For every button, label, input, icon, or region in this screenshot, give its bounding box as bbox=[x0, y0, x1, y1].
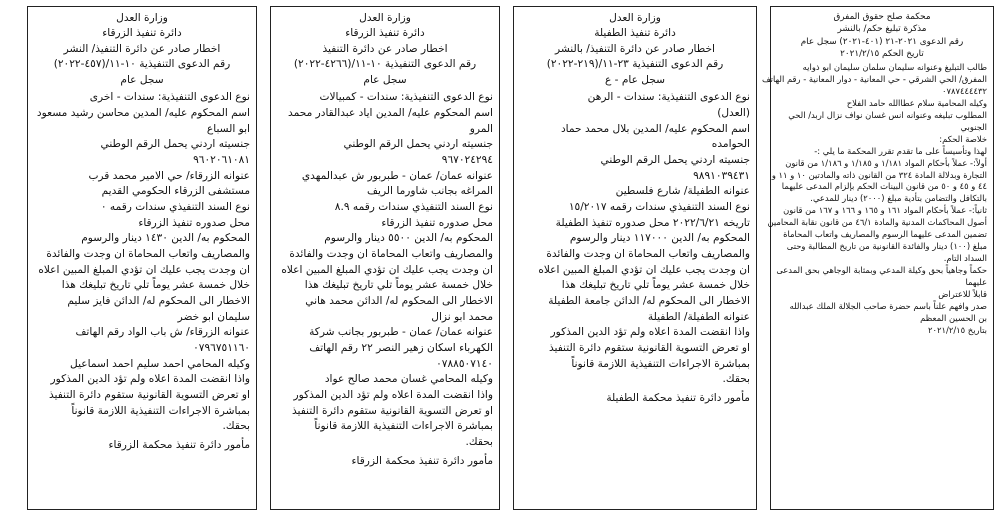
header-line: محكمة صلح حقوق المفرق bbox=[833, 12, 931, 22]
notice-line: ابو السباع bbox=[206, 122, 250, 135]
notice-line: واذا انقضت المدة اعلاه ولم تؤد الدين المذكور bbox=[293, 389, 493, 402]
header-line: رقم الدعوى التنفيذية ٢٣-١١/(٢١٩-٢٠٢٢) bbox=[546, 58, 724, 71]
notice-line: اسم المحكوم عليه/ المدين اياد عبدالقادر محمد bbox=[288, 106, 493, 119]
notice-line: الاخطار الى المحكوم له/ الدائن فايز سليم bbox=[67, 295, 250, 307]
notice-line: الحوامده bbox=[711, 138, 750, 151]
header-line: سجل عام bbox=[363, 73, 407, 86]
notice-line: او تعرض التسوية القانونية ستقوم دائرة التنفيذ bbox=[48, 389, 250, 402]
notice-line: الكهرباء اسكان زهير النصر ٢٢ رقم الهاتف bbox=[309, 342, 493, 355]
notice-line: سليمان ابو خضر bbox=[177, 310, 250, 323]
notice-line: ان وجدت يجب عليك ان تؤدي المبلغ المبين اعلاه bbox=[538, 263, 750, 276]
signature-line: مأمور دائرة تنفيذ محكمة الطفيلة bbox=[606, 392, 750, 405]
notice-line: خلاصة الحكم: bbox=[939, 133, 987, 144]
header-line: سجل عام bbox=[120, 73, 164, 86]
notice-line: ٠٧٨٧٤٤٤٤٣٢ bbox=[942, 86, 987, 97]
notice-line: لهذا وتأسيساً على ما تقدم تقرر المحكمة ما يلي :- bbox=[814, 145, 987, 156]
notice-line: عليهما bbox=[965, 276, 987, 287]
notice-line: اسم المحكوم عليه/ المدين بلال محمد حماد bbox=[560, 122, 750, 135]
notice-line: طالب التبليغ وعنوانه سليمان سلمان سليمان ابو ذوايه bbox=[802, 62, 987, 73]
notice-line: أصول المحاكمات المدنية والمادة ٤٦/١ من قانون نقابة المحامين bbox=[767, 217, 987, 228]
header-line: وزارة العدل bbox=[609, 12, 661, 24]
header-line: اخطار صادر عن دائرة التنفيذ/ النشر bbox=[63, 42, 221, 55]
notice-line: المراغه بجانب شاورما الريف bbox=[367, 185, 493, 198]
header-line: اخطار صادر عن دائرة التنفيذ bbox=[322, 42, 448, 55]
notice-line: السداد التام. bbox=[943, 253, 987, 263]
header-line: دائرة تنفيذ الزرقاء bbox=[345, 27, 425, 40]
notice-line: ان وجدت يجب عليك ان تؤدي المبلغ المبين اعلاه bbox=[281, 263, 493, 276]
notice-line: بمباشرة الاجراءات التنفيذية اللازمة قانوناً bbox=[71, 404, 250, 417]
notice-line: تاريخه ٢٠٢٢/٦/٢١ محل صدوره تنفيذ الطفيلة bbox=[555, 216, 750, 229]
notice-line: وكيله المحامي غسان محمد صالح عواد bbox=[324, 373, 493, 386]
notice-line: بحقك. bbox=[722, 373, 750, 386]
header-line: تاريخ الحكم ٢٠٢١/٢/١٥ bbox=[840, 48, 924, 59]
notice-line: او تعرض التسوية القانونية ستقوم دائرة التنفيذ bbox=[291, 404, 493, 417]
notice-line: المحكوم به/ الدين ١١٧٠٠٠ دينار والرسوم bbox=[569, 232, 750, 245]
notice-line: بحقك. bbox=[465, 436, 493, 449]
notice-line: ان وجدت يجب عليك ان تؤدي المبلغ المبين اعلاه bbox=[38, 263, 250, 276]
notice-line: ٩٦٠٢٠٦١٠٨١ bbox=[193, 153, 250, 166]
header-line: سجل عام - ع bbox=[604, 73, 666, 86]
notice-line: المرو bbox=[469, 122, 493, 135]
notice-line: والمصاريف واتعاب المحاماة ان وجدت والفائدة bbox=[289, 247, 493, 260]
notice-body bbox=[761, 62, 987, 336]
notice-line: جنسيته اردني يحمل الرقم الوطني bbox=[100, 138, 250, 151]
notice-line: مبلغ (١٠٠) دينار والفائدة القانونية من تاريخ المطالبة وحتى bbox=[786, 241, 987, 252]
notice-line: المفرق/ الحي الشرقي - حي المعانية - دوار المعانية - رقم الهاتف bbox=[761, 74, 987, 85]
notice-line: اسم المحكوم عليه/ المدين محاسن رشيد مسعود bbox=[36, 106, 250, 119]
header-line: دائرة تنفيذ الزرقاء bbox=[102, 27, 182, 40]
notice-line: بحقك. bbox=[222, 420, 250, 433]
header-line: دائرة تنفيذ الطفيلة bbox=[594, 27, 676, 40]
header-line: رقم الدعوى ٢٠٢١-٢١ (٤٠١-٢٠٢١) سجل عام bbox=[800, 36, 964, 47]
notice-line: بن الحسين المعظم bbox=[920, 312, 987, 323]
notice-line: المحكوم به/ الدين ٥٥٠٠ دينار والرسوم bbox=[324, 232, 493, 245]
notice-court-mafraq bbox=[761, 6, 994, 510]
notice-line: والمصاريف واتعاب المحاماة ان وجدت والفائدة bbox=[546, 247, 750, 260]
notice-tafileh-execution bbox=[513, 6, 757, 510]
notice-line: قابلاً للاعتراض bbox=[938, 288, 987, 299]
notice-line: ٤٤ و ٤٥ و ٥٠ من قانون البينات الحكم بإلزام المدعى عليهما bbox=[781, 181, 987, 192]
notice-line: عنوانه الطفيلة/ الطفيلة bbox=[647, 310, 750, 323]
header-line: مذكرة تبليغ حكم/ بالنشر bbox=[837, 24, 927, 35]
notice-header bbox=[520, 11, 750, 90]
notice-zarqa-execution-2 bbox=[27, 6, 257, 510]
notice-line: محل صدوره تنفيذ الزرقاء bbox=[381, 216, 493, 229]
notice-line: حكماً وجاهياً بحق وكيلة المدعي وبمثابة الوجاهي بحق المدعى bbox=[776, 264, 987, 275]
notice-line: ثانياً:- عملاً بأحكام المواد ١٦١ و ١٦٥ و ١٦٦ و ١٦٧ من قانون bbox=[783, 205, 987, 216]
notice-line: او تعرض التسوية القانونية ستقوم دائرة التنفيذ bbox=[548, 342, 750, 355]
notice-body bbox=[277, 90, 493, 469]
notice-line: الاخطار الى المحكوم له/ الدائن جامعة الطفيلة bbox=[548, 295, 750, 307]
notice-zarqa-execution-1 bbox=[270, 6, 500, 510]
notice-line: نوع الدعوى التنفيذية: سندات - الرهن bbox=[587, 91, 750, 104]
notice-line: والمصاريف واتعاب المحاماة ان وجدت والفائدة bbox=[46, 247, 250, 260]
notice-line: ٠٧٨٨٥٠٧١٤٠ bbox=[436, 357, 493, 370]
header-line: اخطار صادر عن دائرة التنفيذ/ بالنشر bbox=[555, 42, 715, 55]
notice-line: عنوانه الطفيلة/ شارع فلسطين bbox=[615, 185, 750, 198]
notice-line: خلال خمسة عشر يوماً تلي تاريخ تبليغك هذا bbox=[61, 279, 250, 292]
notice-line: بتاريخ ٢٠٢١/٢/١٥ bbox=[928, 324, 987, 335]
notice-line: التجارة وبدلالة المادة ٣٢٤ من القانون ذاته والمادتين ١٠ و ١١ و bbox=[771, 169, 987, 180]
notice-line: نوع السند التنفيذي سندات رقمه ٠ bbox=[100, 200, 250, 213]
notice-line: نوع الدعوى التنفيذية: سندات - اخرى bbox=[89, 91, 250, 104]
notice-line: جنسيته اردني يحمل الرقم الوطني bbox=[600, 153, 750, 166]
signature-line: مأمور دائرة تنفيذ محكمة الزرقاء bbox=[351, 454, 493, 467]
notice-header bbox=[777, 11, 987, 62]
notice-line: (العدل) bbox=[717, 106, 750, 119]
notice-body bbox=[520, 90, 750, 406]
notice-line: ٠٧٩٦٧٥١١٦٠ bbox=[193, 342, 250, 355]
notice-body bbox=[34, 90, 250, 453]
notice-line: ٩٨٩١٠٣٩٤٣١ bbox=[693, 169, 750, 182]
notice-line: تضمين المدعى عليهما الرسوم والمصاريف واتعاب المحاماة bbox=[783, 229, 987, 240]
header-line: وزارة العدل bbox=[116, 12, 168, 24]
notice-line: واذا انقضت المدة اعلاه ولم تؤد الدين المذكور bbox=[550, 326, 750, 339]
notice-line: وكيله المحامية سلام عطاالله حامد الفلاح bbox=[846, 98, 987, 109]
notice-line: واذا انقضت المدة اعلاه ولم تؤد الدين المذكور bbox=[50, 373, 250, 386]
notice-line: بمباشرة الاجراءات التنفيذية اللازمة قانوناً bbox=[571, 357, 750, 370]
notice-line: محمد ابو نزال bbox=[431, 310, 493, 323]
signature-line: مأمور دائرة تنفيذ محكمة الزرقاء bbox=[108, 439, 250, 452]
notice-line: وكيله المحامي احمد سليم احمد اسماعيل bbox=[70, 357, 250, 370]
notice-line: الاخطار الى المحكوم له/ الدائن محمد هاني bbox=[305, 295, 493, 307]
notice-line: عنوانه الزرقاء/ حي الامير محمد قرب bbox=[88, 169, 250, 182]
notice-header bbox=[34, 11, 250, 90]
notice-line: نوع السند التنفيذي سندات رقمه ١٥/٢٠١٧ bbox=[568, 200, 750, 213]
notice-line: بمباشرة الاجراءات التنفيذية اللازمة قانوناً bbox=[314, 420, 493, 433]
notice-line: أولاً:- عملاً بأحكام المواد ١/١٨١ و ١/١٨٥ و ١/١٨٦ من قانون bbox=[785, 157, 987, 168]
notice-line: الجنوبي bbox=[960, 121, 987, 132]
notice-line: عنوانه عمان/ عمان - طبربور ش عبدالمهدي bbox=[301, 169, 493, 182]
notice-line: بالتكافل والتضامن بتأدية مبلغ (٢٠٠٠) دينار للمدعي. bbox=[810, 193, 987, 204]
notice-line: خلال خمسة عشر يوماً تلي تاريخ تبليغك هذا bbox=[561, 279, 750, 292]
notice-line: نوع الدعوى التنفيذية: سندات - كمبيالات bbox=[319, 91, 493, 104]
notice-line: محل صدوره تنفيذ الزرقاء bbox=[138, 216, 250, 229]
notice-line: ٩٦٧٠٢٤٢٩٤ bbox=[441, 153, 493, 166]
notice-header bbox=[277, 11, 493, 90]
notice-line: نوع السند التنفيذي سندات رقمه ٨.٩ bbox=[334, 200, 493, 213]
header-line: رقم الدعوى التنفيذية ١٠-١١/(٤٥٧-٢٠٢٢) bbox=[53, 58, 231, 71]
notice-line: صدر وافهم علناً باسم حضرة صاحب الجلالة الملك عبدالله bbox=[789, 300, 987, 311]
notice-line: المطلوب تبليغه وعنوانه انس غسان نواف نزال اربد/ الحي bbox=[788, 109, 987, 120]
notice-line: عنوانه الزرقاء/ ش باب الواد رقم الهاتف bbox=[75, 326, 250, 339]
notice-line: عنوانه عمان/ عمان - طبربور بجانب شركة bbox=[309, 326, 493, 339]
notice-line: جنسيته اردني يحمل الرقم الوطني bbox=[343, 138, 493, 151]
header-line: رقم الدعوى التنفيذية ١٠-١١/(٤٢٦٦-٢٠٢٢) bbox=[293, 58, 477, 71]
notice-line: المحكوم به/ الدين ١٤٣٠ دينار والرسوم bbox=[81, 232, 250, 245]
notice-line: مستشفى الزرقاء الحكومي القديم bbox=[101, 185, 250, 198]
notice-line: خلال خمسة عشر يوماً تلي تاريخ تبليغك هذا bbox=[304, 279, 493, 292]
header-line: وزارة العدل bbox=[359, 12, 411, 24]
